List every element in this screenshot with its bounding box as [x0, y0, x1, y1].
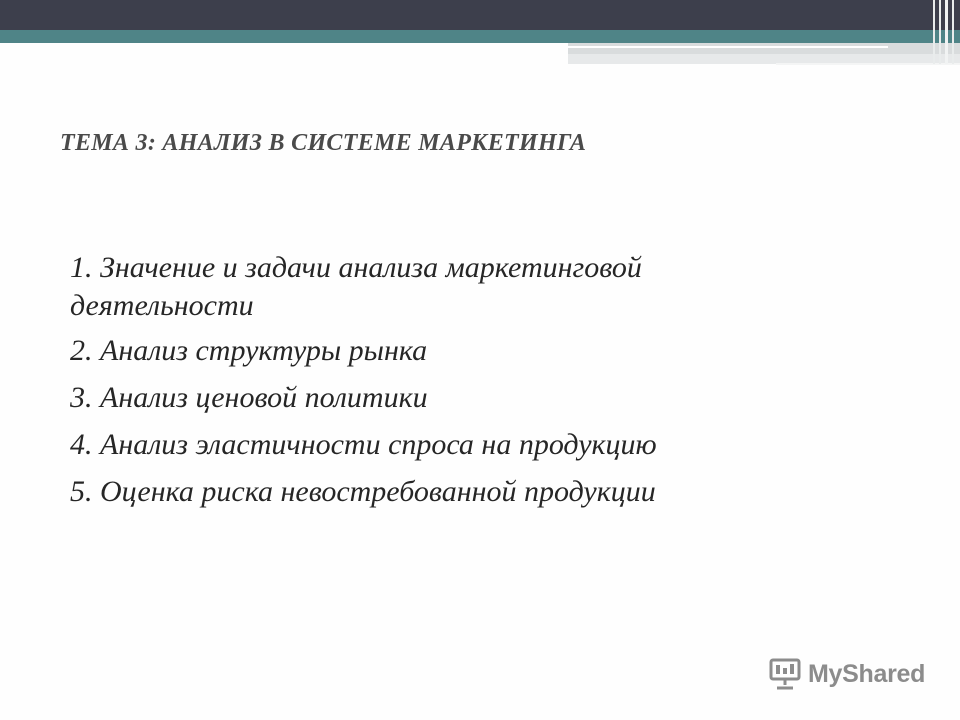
- item-number: 3.: [70, 381, 93, 414]
- banner-vertical-line: [939, 0, 941, 64]
- item-text-continuation: деятельности: [70, 289, 254, 322]
- banner-vertical-line: [945, 0, 948, 64]
- item-text: Анализ эластичности спроса на продукцию: [100, 428, 657, 461]
- list-item: [70, 244, 890, 327]
- list-item: [70, 421, 890, 468]
- banner-teal-band: [0, 30, 960, 43]
- presentation-board-icon: [768, 657, 802, 691]
- item-number: 5.: [70, 475, 93, 508]
- item-number: 1.: [70, 251, 93, 284]
- list-item: [70, 374, 890, 421]
- banner-vertical-line: [933, 0, 935, 64]
- item-text: Оценка риска невостребованной продукции: [100, 475, 656, 508]
- item-text: Анализ ценовой политики: [100, 381, 428, 414]
- item-text: Значение и задачи анализа маркетинговой: [100, 251, 642, 284]
- item-text: Анализ структуры рынка: [100, 334, 428, 367]
- banner-dark-band: [0, 0, 960, 30]
- list-item: [70, 327, 890, 374]
- watermark-text: MyShared: [808, 659, 926, 688]
- topic-list: [70, 244, 890, 515]
- banner-vertical-line: [952, 0, 954, 64]
- list-item: [70, 468, 890, 515]
- slide-title: ТЕМА 3: АНАЛИЗ В СИСТЕМЕ МАРКЕТИНГА: [60, 130, 587, 156]
- item-number: 2.: [70, 334, 93, 367]
- banner-divider-line: [568, 46, 888, 48]
- item-number: 4.: [70, 428, 93, 461]
- banner-grey-band: [568, 43, 960, 54]
- myshared-watermark[interactable]: [768, 656, 925, 692]
